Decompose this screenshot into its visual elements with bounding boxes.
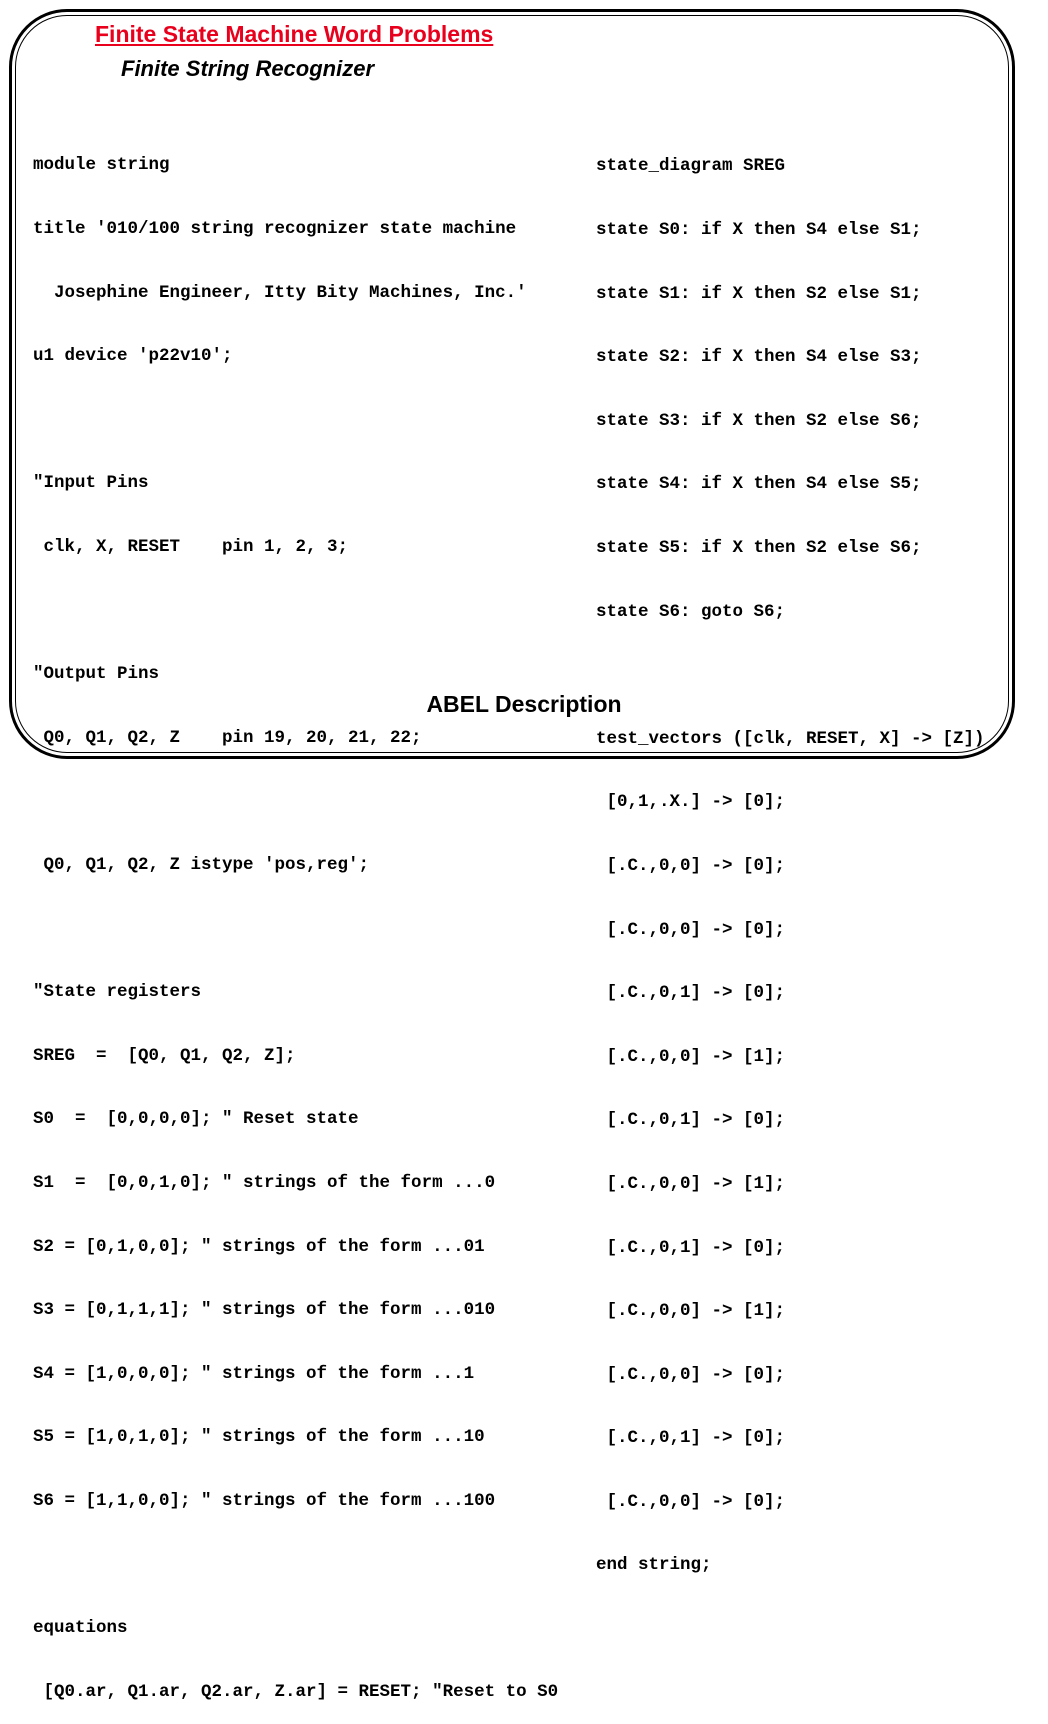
code-line bbox=[33, 410, 558, 431]
code-line: Josephine Engineer, Itty Bity Machines, Inc.' bbox=[33, 282, 527, 303]
code-line: title '010/100 string recognizer state machine bbox=[33, 219, 517, 239]
code-line: equations bbox=[33, 1618, 128, 1639]
code-line: [.C.,0,0] -> [1]; bbox=[596, 1046, 786, 1067]
code-line: [.C.,0,1] -> [0]; bbox=[596, 983, 786, 1004]
code-line bbox=[33, 919, 558, 940]
slide-footer-caption: ABEL Description bbox=[426, 691, 622, 717]
code-line: state_diagram SREG bbox=[596, 156, 786, 177]
code-line: state S4: if X then S4 else S5; bbox=[596, 474, 922, 495]
code-line: S6 = [1,1,0,0]; " strings of the form ...100 bbox=[33, 1490, 496, 1511]
code-line: [.C.,0,0] -> [1]; bbox=[596, 1301, 786, 1322]
code-line: "Output Pins bbox=[33, 664, 160, 685]
code-line: S3 = [0,1,1,1]; " strings of the form ...010 bbox=[33, 1300, 496, 1321]
code-line: [.C.,0,1] -> [0]; bbox=[596, 1110, 786, 1131]
code-line: Q0, Q1, Q2, Z istype 'pos,reg'; bbox=[33, 854, 370, 875]
abel-declarations-code bbox=[33, 113, 558, 1724]
code-line: [.C.,0,1] -> [0]; bbox=[596, 1428, 786, 1449]
code-line: [Q0.ar, Q1.ar, Q2.ar, Z.ar] = RESET; "Reset to S0 bbox=[33, 1681, 559, 1702]
code-line: test_vectors ([clk, RESET, X] -> [Z]) bbox=[596, 728, 985, 749]
code-line: [0,1,.X.] -> [0]; bbox=[596, 792, 786, 813]
code-line bbox=[33, 791, 558, 812]
code-line bbox=[596, 665, 1020, 686]
code-line: [.C.,0,0] -> [0]; bbox=[596, 1364, 786, 1385]
code-line: "State registers bbox=[33, 982, 202, 1003]
slide-subtitle: Finite String Recognizer bbox=[121, 56, 375, 81]
code-line: end string; bbox=[596, 1555, 712, 1576]
code-line: u1 device 'p22v10'; bbox=[33, 346, 233, 367]
code-line: state S2: if X then S4 else S3; bbox=[596, 347, 922, 368]
code-line: state S3: if X then S2 else S6; bbox=[596, 410, 922, 431]
code-line: [.C.,0,0] -> [0]; bbox=[596, 919, 786, 940]
code-line: S4 = [1,0,0,0]; " strings of the form ...1 bbox=[33, 1363, 475, 1384]
code-line: [.C.,0,1] -> [0]; bbox=[596, 1237, 786, 1258]
code-line: S5 = [1,0,1,0]; " strings of the form ...10 bbox=[33, 1427, 485, 1448]
code-line: state S6: goto S6; bbox=[596, 601, 786, 622]
code-line: state S1: if X then S2 else S1; bbox=[596, 283, 922, 304]
code-line: SREG = [Q0, Q1, Q2, Z]; bbox=[33, 1045, 296, 1066]
code-line: "Input Pins bbox=[33, 473, 149, 494]
code-line: Q0, Q1, Q2, Z pin 19, 20, 21, 22; bbox=[33, 727, 422, 748]
code-line: S1 = [0,0,1,0]; " strings of the form ...0 bbox=[33, 1172, 496, 1193]
code-line: S2 = [0,1,0,0]; " strings of the form ...01 bbox=[33, 1236, 485, 1257]
code-line: S0 = [0,0,0,0]; " Reset state bbox=[33, 1109, 359, 1130]
slide-title: Finite State Machine Word Problems bbox=[95, 21, 494, 47]
code-line: module string bbox=[33, 155, 170, 176]
code-line: [.C.,0,0] -> [1]; bbox=[596, 1173, 786, 1194]
code-line: clk, X, RESET pin 1, 2, 3; bbox=[33, 536, 349, 557]
abel-state-diagram-code bbox=[596, 114, 1020, 1598]
code-line bbox=[33, 1554, 558, 1575]
code-line bbox=[33, 601, 558, 622]
code-line: [.C.,0,0] -> [0]; bbox=[596, 1491, 786, 1512]
code-line: [.C.,0,0] -> [0]; bbox=[596, 855, 786, 876]
code-line: state S0: if X then S4 else S1; bbox=[596, 220, 922, 240]
code-line: state S5: if X then S2 else S6; bbox=[596, 537, 922, 558]
